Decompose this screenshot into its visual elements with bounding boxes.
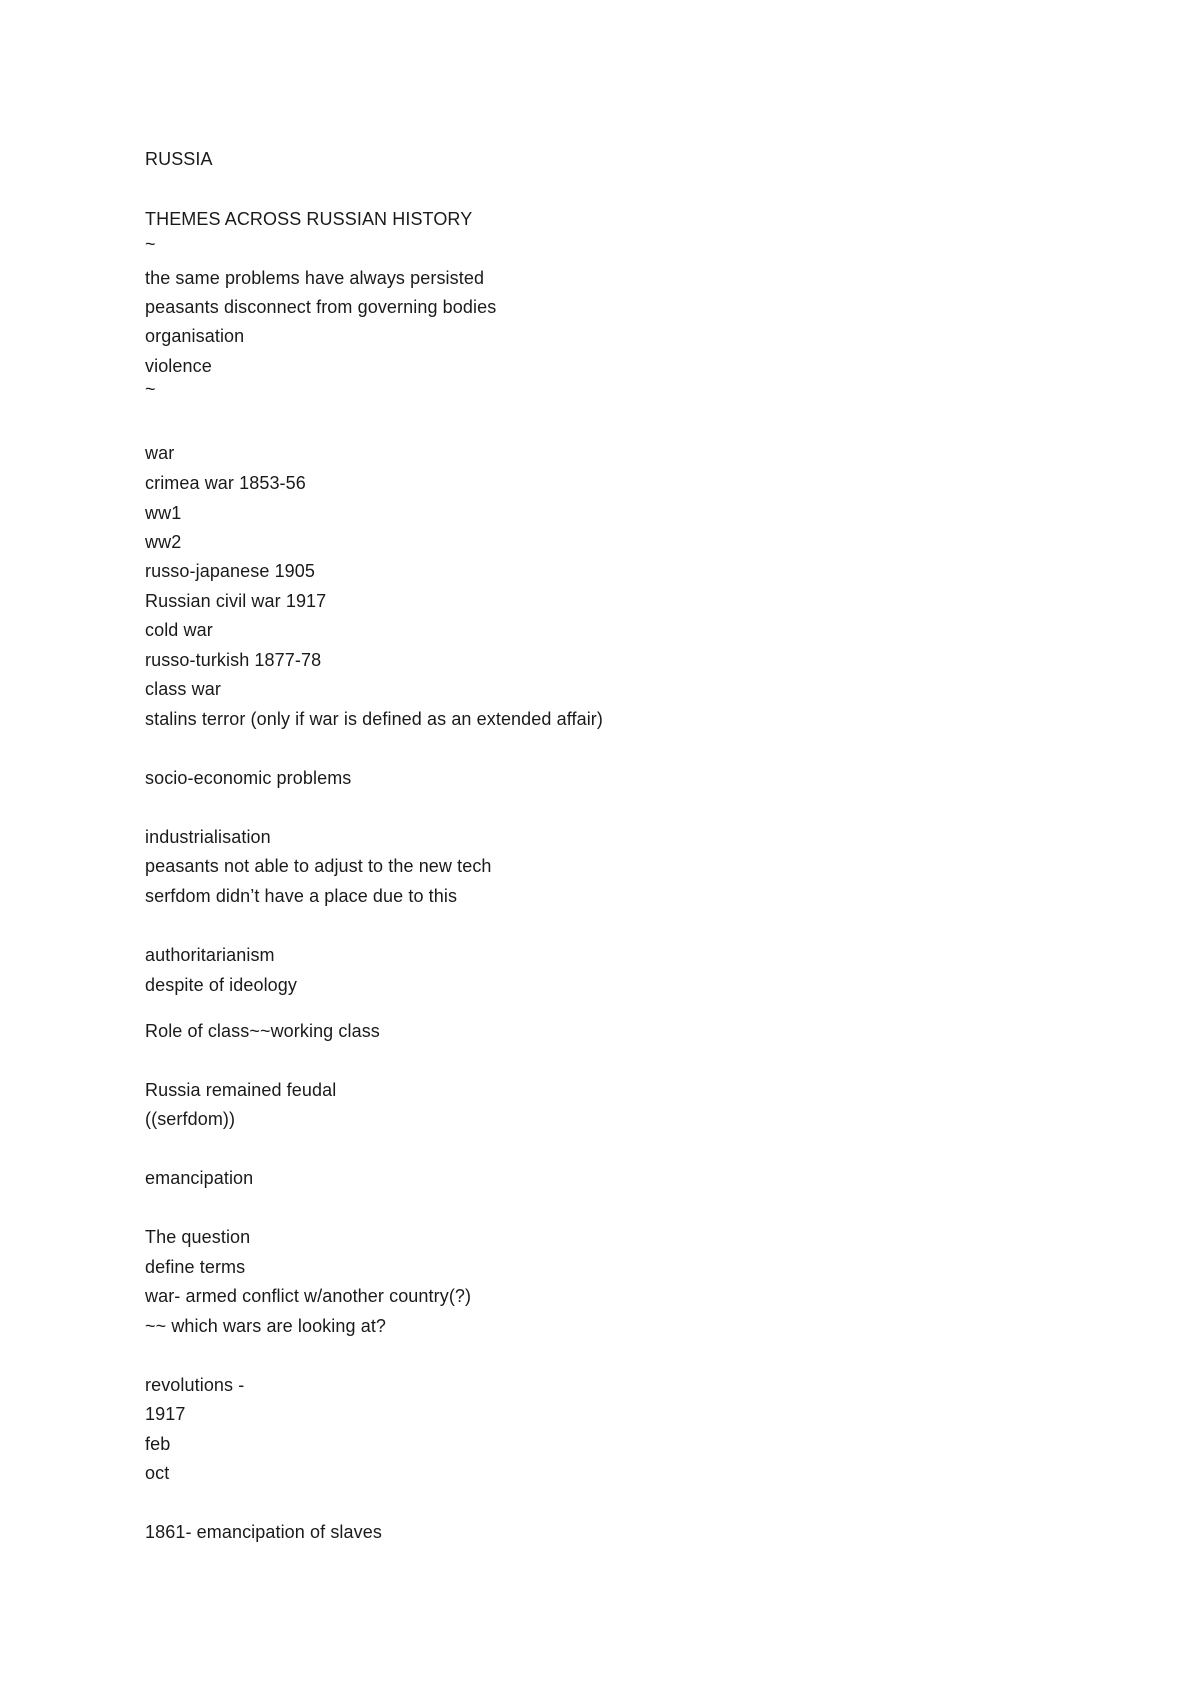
text-line: Russia remained feudal xyxy=(145,1080,337,1100)
text-line: 1917 xyxy=(145,1404,186,1424)
section-heading: THEMES ACROSS RUSSIAN HISTORY xyxy=(145,209,473,229)
text-line: ww2 xyxy=(145,532,182,552)
text-line: oct xyxy=(145,1463,170,1483)
text-line: war- armed conflict w/another country(?) xyxy=(145,1286,472,1306)
text-line: the same problems have always persisted xyxy=(145,268,485,288)
text-line: war xyxy=(145,443,175,463)
text-line: Role of class~~working class xyxy=(145,1021,380,1041)
text-line: Russian civil war 1917 xyxy=(145,591,327,611)
text-line: crimea war 1853-56 xyxy=(145,473,306,493)
text-line: The question xyxy=(145,1227,251,1247)
text-line: emancipation xyxy=(145,1168,254,1188)
text-line: despite of ideology xyxy=(145,975,298,995)
text-line: authoritarianism xyxy=(145,945,275,965)
text-line: socio-economic problems xyxy=(145,768,352,788)
text-line: ww1 xyxy=(145,503,182,523)
text-line: violence xyxy=(145,356,212,376)
text-line: stalins terror (only if war is defined as an extended affair) xyxy=(145,709,603,729)
text-line: russo-turkish 1877-78 xyxy=(145,650,322,670)
text-line: ~~ which wars are looking at? xyxy=(145,1316,387,1336)
text-line: define terms xyxy=(145,1257,246,1277)
text-line: ~ xyxy=(145,379,156,399)
text-line: organisation xyxy=(145,326,245,346)
text-line: 1861- emancipation of slaves xyxy=(145,1522,382,1542)
text-line: ~ xyxy=(145,234,156,254)
text-line: feb xyxy=(145,1434,171,1454)
text-line: industrialisation xyxy=(145,827,271,847)
text-line: serfdom didn’t have a place due to this xyxy=(145,886,458,906)
text-line: peasants disconnect from governing bodies xyxy=(145,297,497,317)
document-title: RUSSIA xyxy=(145,149,213,169)
text-line: cold war xyxy=(145,620,213,640)
text-line: class war xyxy=(145,679,221,699)
text-line: revolutions - xyxy=(145,1375,245,1395)
text-line: ((serfdom)) xyxy=(145,1109,236,1129)
text-line: russo-japanese 1905 xyxy=(145,561,316,581)
text-line: peasants not able to adjust to the new tech xyxy=(145,856,492,876)
